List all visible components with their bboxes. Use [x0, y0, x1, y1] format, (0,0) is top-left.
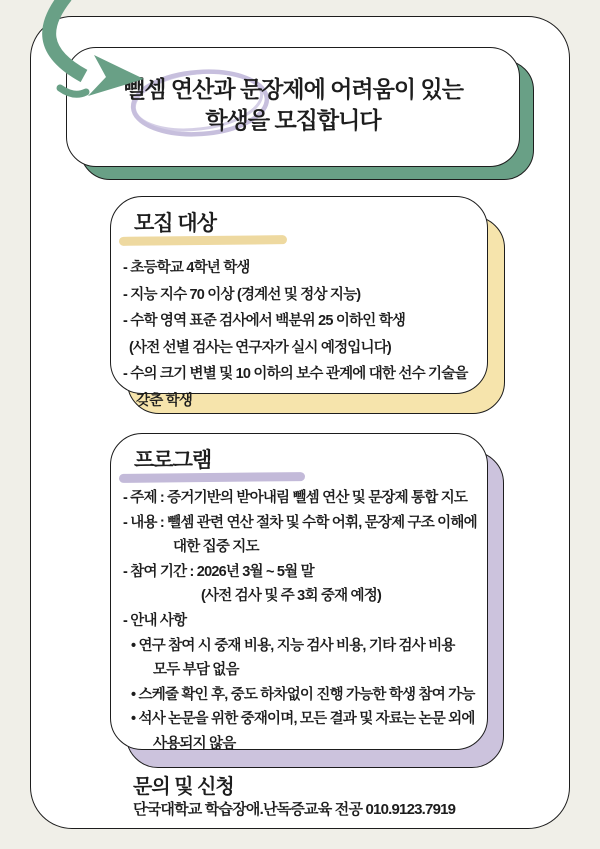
- recruit-item-line: - 수의 크기 변별 및 10 이하의 보수 관계에 대한 선수 기술을: [123, 366, 468, 382]
- program-item-line: - 주제 : 증거기반의 받아내림 뺄셈 연산 및 문장제 통합 지도: [123, 490, 468, 506]
- curved-arrow-icon: [24, 0, 154, 104]
- recruit-list: [123, 255, 479, 414]
- title-line-2: 학생을 모집합니다: [205, 107, 381, 133]
- program-section-card: [110, 433, 488, 750]
- contact-info: 단국대학교 학습장애.난독증교육 전공 010.9123.7919: [133, 801, 456, 818]
- recruit-section-card: [110, 196, 488, 409]
- program-item-line: - 내용 : 뺄셈 관련 연산 절차 및 수학 어휘, 문장제 구조 이해에: [123, 514, 477, 531]
- program-heading: 프로그램: [134, 449, 212, 472]
- program-item-line: (사전 검사 및 주 3회 중재 예정): [201, 588, 381, 605]
- program-list: [123, 486, 479, 757]
- program-item-line: • 연구 참여 시 중재 비용, 지능 검사 비용, 기타 검사 비용: [131, 637, 455, 654]
- title-line-1: 뺄셈 연산과 문장제에 어려움이 있는: [123, 76, 463, 102]
- program-item-line: • 스케줄 확인 후, 중도 하차없이 진행 가능한 학생 참여 가능: [131, 686, 475, 703]
- recruit-item-line: - 수학 영역 표준 검사에서 백분위 25 이하인 학생: [123, 313, 406, 329]
- recruit-item-line: - 지능 지수 70 이상 (경계선 및 정상 지능): [123, 286, 361, 303]
- recruit-heading: 모집 대상: [134, 212, 216, 235]
- program-item-line: 사용되지 않음: [153, 735, 236, 752]
- program-item-line: • 석사 논문을 위한 중재이며, 모든 결과 및 자료는 논문 외에: [131, 711, 475, 728]
- program-item-line: - 안내 사항: [123, 612, 187, 629]
- program-item-line: - 참여 기간 : 2026년 3월 ~ 5월 말: [123, 563, 314, 580]
- program-item-line: 대한 집중 지도: [173, 539, 259, 556]
- contact-heading: 문의 및 신청: [133, 776, 234, 798]
- recruit-item-line: 갖춘 학생: [136, 392, 193, 409]
- recruit-item-line: - 초등학교 4학년 학생: [123, 260, 250, 276]
- program-item-line: 모두 부담 없음: [153, 662, 239, 679]
- recruit-item-line: (사전 선별 검사는 연구자가 실시 예정입니다): [129, 339, 391, 356]
